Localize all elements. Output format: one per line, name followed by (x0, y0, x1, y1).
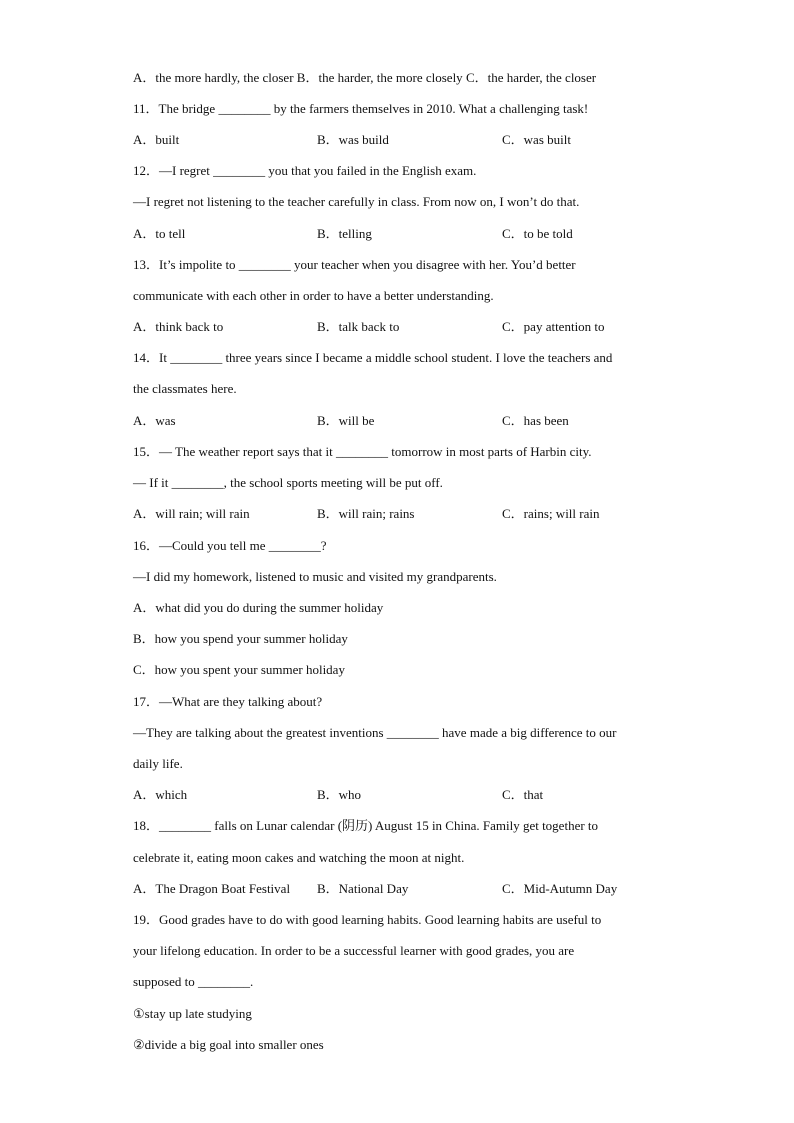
text-line: C．how you spent your summer holiday (133, 662, 345, 677)
text-line: ①stay up late studying (133, 1006, 252, 1021)
option-c: C．has been (502, 413, 569, 428)
option-c: C．rains; will rain (502, 506, 600, 521)
text-line: —I regret not listening to the teacher carefully in class. From now on, I won’t do that. (133, 194, 580, 209)
options-row (133, 226, 693, 242)
text-line: — If it ________, the school sports meeting will be put off. (133, 475, 443, 490)
option-b: B．National Day (317, 881, 409, 896)
text-line: celebrate it, eating moon cakes and watching the moon at night. (133, 850, 465, 865)
option-a: A．think back to (133, 319, 224, 334)
options-row (133, 132, 693, 148)
options-row (133, 881, 693, 897)
option-c: C．to be told (502, 226, 573, 241)
option-a: A．will rain; will rain (133, 506, 250, 521)
option-b: B．was build (317, 132, 389, 147)
option-a: A．to tell (133, 226, 186, 241)
text-line: 19．Good grades have to do with good learning habits. Good learning habits are useful to (133, 912, 602, 927)
text-line: 13．It’s impolite to ________ your teacher when you disagree with her. You’d better (133, 257, 576, 272)
text-line: supposed to ________. (133, 974, 254, 989)
option-a: A．built (133, 132, 180, 147)
options-row (133, 787, 693, 803)
text-line: A．what did you do during the summer holiday (133, 600, 384, 615)
text-line: 16．—Could you tell me ________? (133, 538, 327, 553)
option-a: A．The Dragon Boat Festival (133, 881, 291, 896)
option-b: B．will be (317, 413, 375, 428)
text-line: the classmates here. (133, 381, 237, 396)
option-c: C．the harder, the closer (465, 70, 597, 85)
options-row (133, 319, 693, 335)
option-c: C．was built (502, 132, 571, 147)
option-a: A．was (133, 413, 176, 428)
options-row (133, 70, 693, 86)
text-line: 14．It ________ three years since I became a middle school student. I love the teachers and (133, 350, 613, 365)
text-line: —I did my homework, listened to music and visited my grandparents. (133, 569, 497, 584)
text-line: 18．________ falls on Lunar calendar (阴历) August 15 in China. Family get together to (133, 818, 599, 833)
option-a: A．the more hardly, the closer (133, 70, 294, 85)
text-line: 12．—I regret ________ you that you failed in the English exam. (133, 163, 477, 178)
option-a: A．which (133, 787, 188, 802)
option-c: C．that (502, 787, 544, 802)
text-line: —They are talking about the greatest inventions ________ have made a big difference to our (133, 725, 617, 740)
option-c: C．Mid-Autumn Day (502, 881, 618, 896)
text-line: 11．The bridge ________ by the farmers themselves in 2010. What a challenging task! (133, 101, 589, 116)
text-line: 15．— The weather report says that it ________ tomorrow in most parts of Harbin city. (133, 444, 592, 459)
option-b: B．the harder, the more closely (296, 70, 463, 85)
text-line: your lifelong education. In order to be a successful learner with good grades, you are (133, 943, 575, 958)
text-line: communicate with each other in order to have a better understanding. (133, 288, 494, 303)
text-line: 17．—What are they talking about? (133, 694, 323, 709)
options-row (133, 413, 693, 429)
option-b: B．will rain; rains (317, 506, 415, 521)
option-b: B．who (317, 787, 362, 802)
text-line: B．how you spend your summer holiday (133, 631, 348, 646)
text-line: daily life. (133, 756, 183, 771)
option-b: B．talk back to (317, 319, 400, 334)
option-b: B．telling (317, 226, 372, 241)
option-c: C．pay attention to (502, 319, 605, 334)
text-line: ②divide a big goal into smaller ones (133, 1037, 324, 1052)
options-row (133, 506, 693, 522)
